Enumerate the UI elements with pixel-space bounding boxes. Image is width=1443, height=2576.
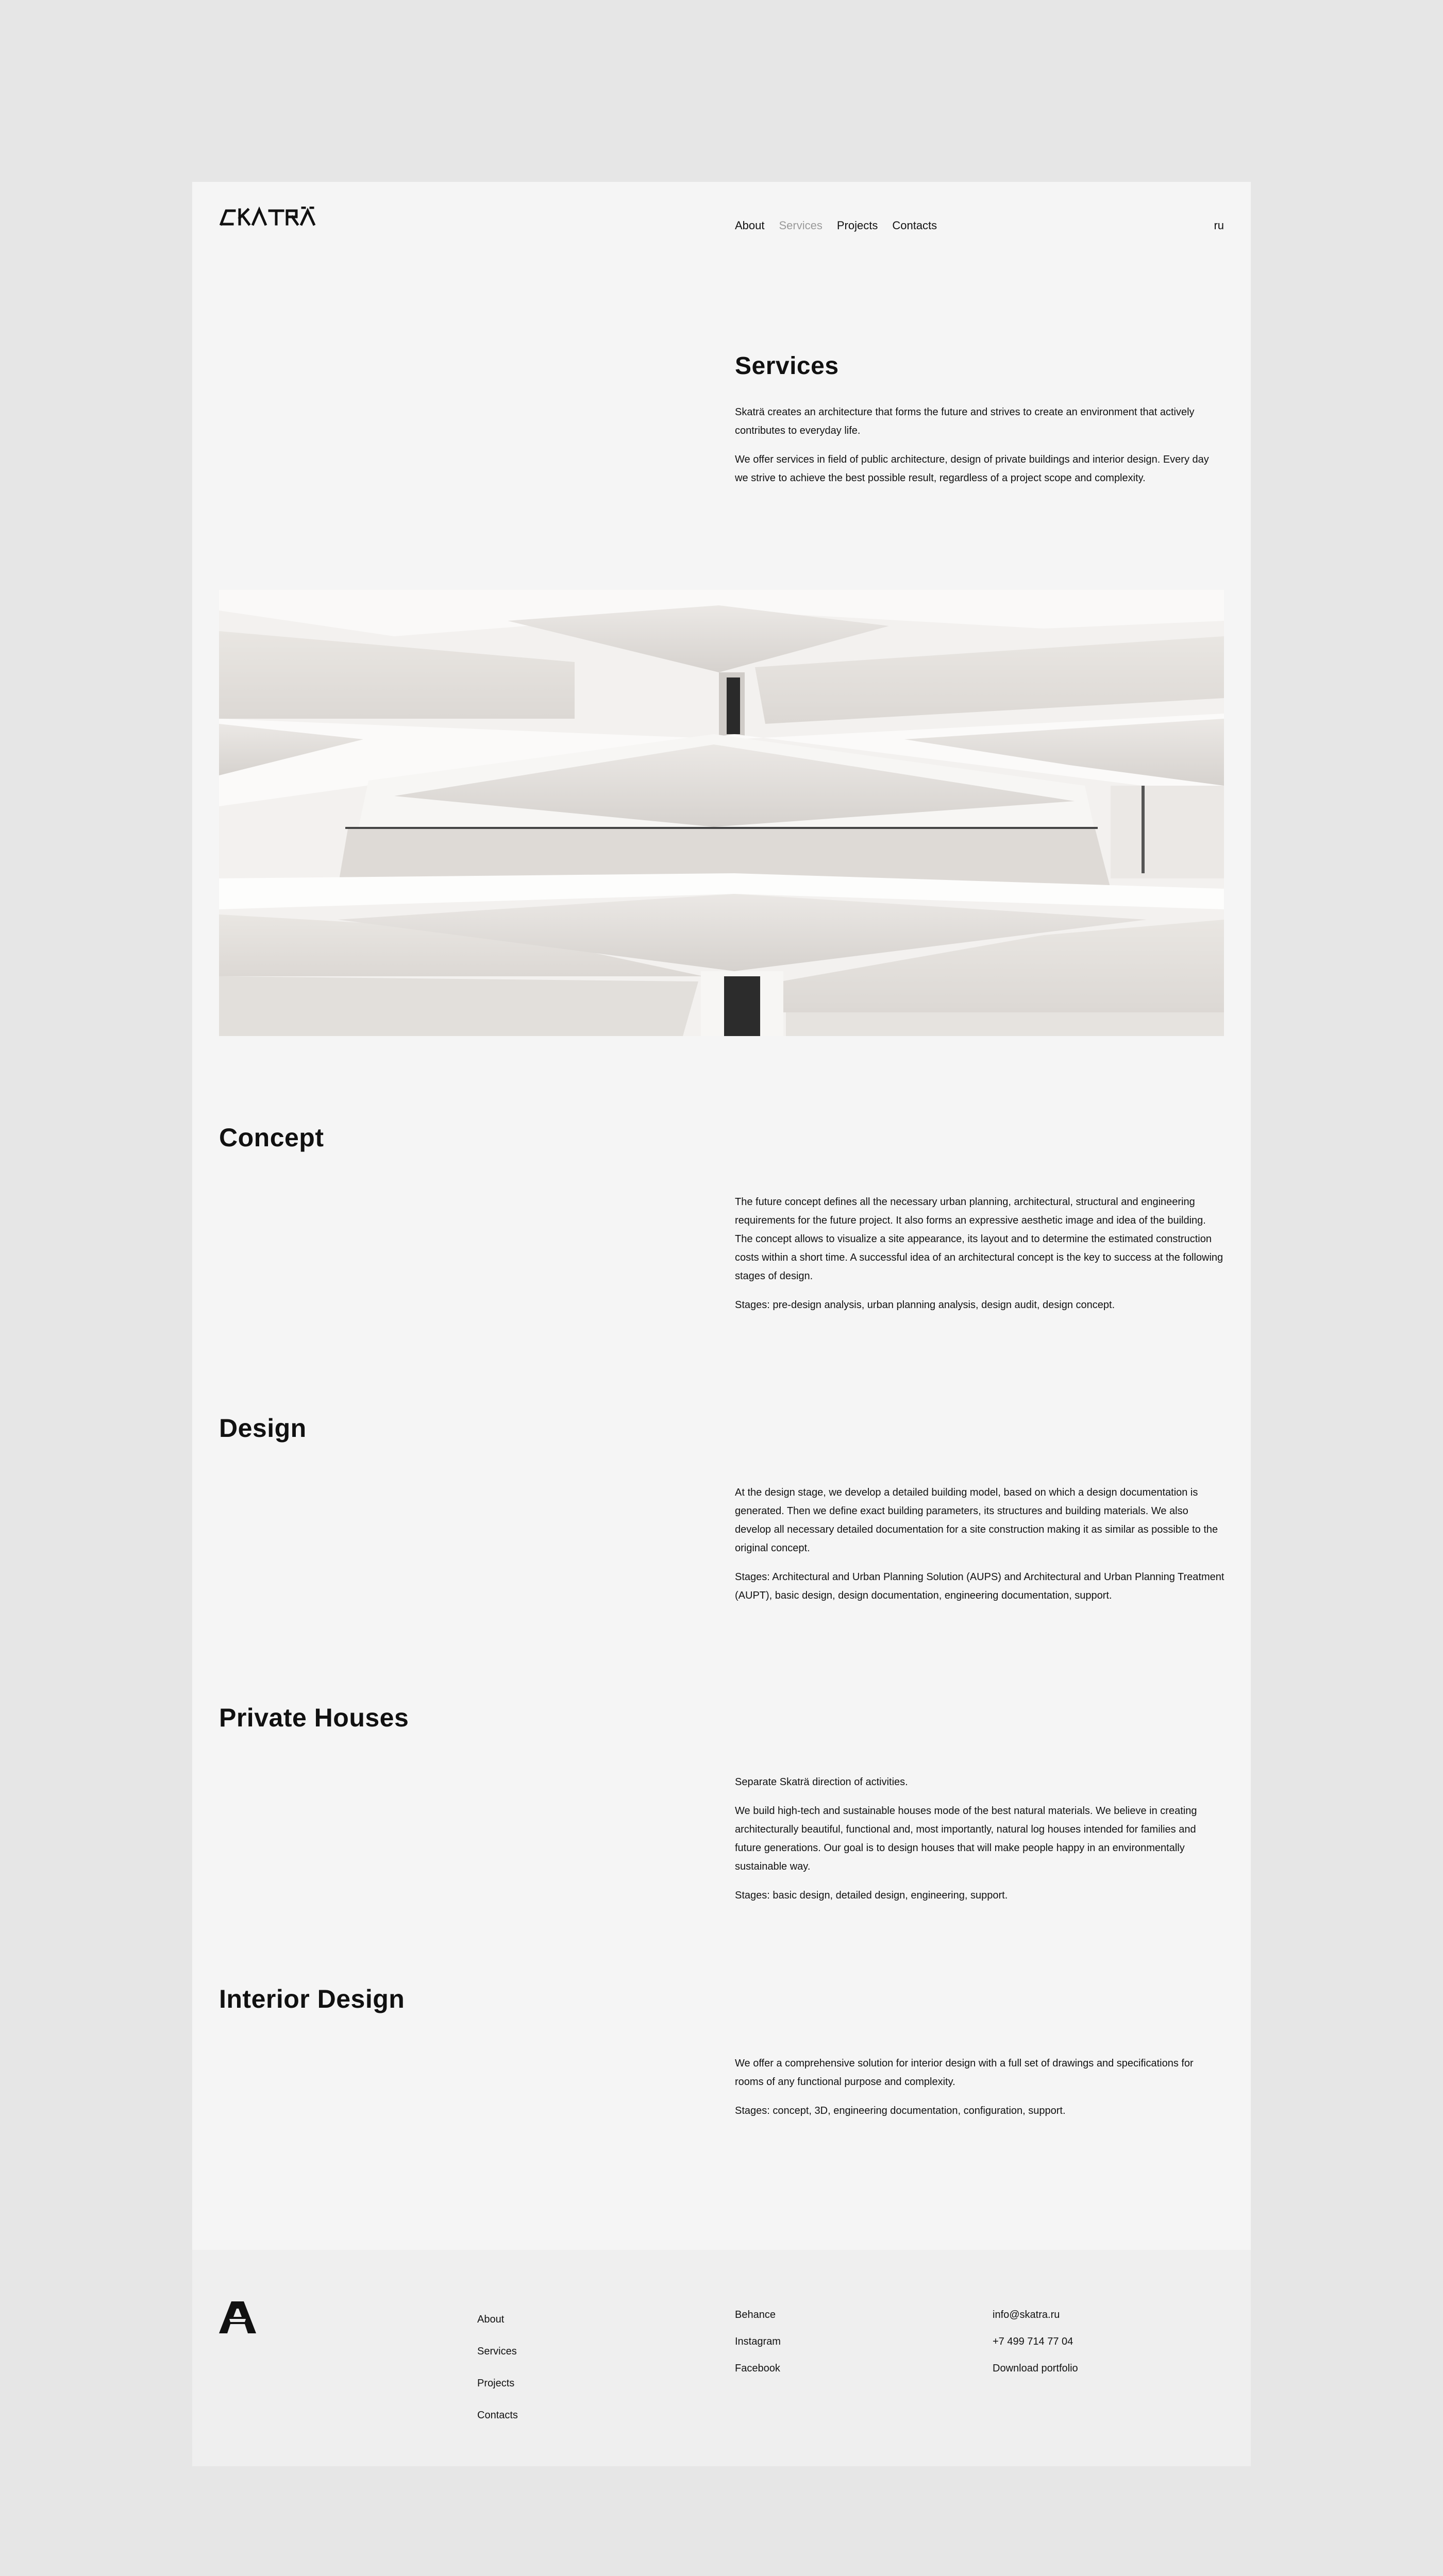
design-paragraph-1: At the design stage, we develop a detailed building model, based on which a design documentation is generated. Then we define exact building parameters, its structures and building materials. We also develop all necessary detailed documentation for a site construction making it as similar as possible to the original concept. [735,1487,1218,1554]
hero-image [219,590,1224,1036]
intro-paragraph-2: We offer services in field of public architecture, design of private buildings and interior design. Every day we strive to achieve the best possible result, regardless of a project scope and complexity. [735,454,1209,484]
download-portfolio-link[interactable]: Download portfolio [993,2363,1078,2374]
footer-link-behance[interactable]: Behance [735,2309,776,2320]
footer-contact [993,2301,1078,2382]
section-text-private-houses [735,1773,1224,1915]
footer [192,2250,1251,2466]
section-text-interior-design [735,2054,1224,2130]
section-text-concept [735,1193,1224,1325]
nav-services[interactable]: Services [779,219,823,232]
footer-link-projects[interactable]: Projects [477,2378,515,2389]
skatra-logo[interactable] [219,207,327,227]
section-title-concept: Concept [219,1123,324,1152]
concept-paragraph-1: The future concept defines all the necessary urban planning, architectural, structural and engineering requirements for the future project. It also forms an expressive aesthetic image and idea of the building. The concept allows to visualize a site appearance, its layout and to determine the estimated construction costs within a short time. A successful idea of an architectural concept is the key to success at the following stages of design. [735,1196,1223,1282]
main-nav [735,219,937,232]
private-houses-paragraph-2: We build high-tech and sustainable houses mode of the best natural materials. We believe in creating architecturally beautiful, functional and, most importantly, natural log houses intended for families and future generations. Our goal is to design houses that will make people happy in an environmentally sustainable way. [735,1805,1197,1872]
footer-link-services[interactable]: Services [477,2346,517,2357]
section-title-private-houses: Private Houses [219,1703,409,1732]
interior-design-paragraph-1: We offer a comprehensive solution for interior design with a full set of drawings and specifications for rooms of any functional purpose and complexity. [735,2058,1194,2088]
page-title: Services [735,352,839,380]
section-text-design [735,1483,1224,1615]
private-houses-stages: Stages: basic design, detailed design, engineering, support. [735,1890,1008,1901]
nav-about[interactable]: About [735,219,765,232]
footer-link-instagram[interactable]: Instagram [735,2336,781,2347]
nav-projects[interactable]: Projects [836,219,878,232]
concept-stages: Stages: pre-design analysis, urban planning analysis, design audit, design concept. [735,1299,1115,1311]
page-sheet [192,182,1251,2466]
footer-email-link[interactable]: info@skatra.ru [993,2309,1060,2320]
footer-phone-link[interactable]: +7 499 714 77 04 [993,2336,1073,2347]
footer-link-facebook[interactable]: Facebook [735,2363,780,2374]
interior-design-stages: Stages: concept, 3D, engineering documentation, configuration, support. [735,2105,1066,2116]
footer-link-contacts[interactable]: Contacts [477,2410,518,2421]
section-title-interior-design: Interior Design [219,1985,405,2013]
design-stages: Stages: Architectural and Urban Planning Solution (AUPS) and Architectural and Urban Planning Treatment (AUPT), basic design, design documentation, engineering documentation, support. [735,1571,1224,1601]
intro-block [735,352,1224,498]
footer-link-about[interactable]: About [477,2314,505,2325]
language-switch[interactable]: ru [1214,219,1224,232]
private-houses-paragraph-1: Separate Skaträ direction of activities. [735,1776,908,1788]
footer-nav [477,2303,518,2431]
skatra-mark-icon[interactable] [219,2301,256,2333]
footer-social [735,2301,781,2382]
intro-paragraph-1: Skaträ creates an architecture that forms the future and strives to create an environment that actively contributes to everyday life. [735,406,1195,436]
nav-contacts[interactable]: Contacts [892,219,937,232]
section-title-design: Design [219,1414,307,1443]
